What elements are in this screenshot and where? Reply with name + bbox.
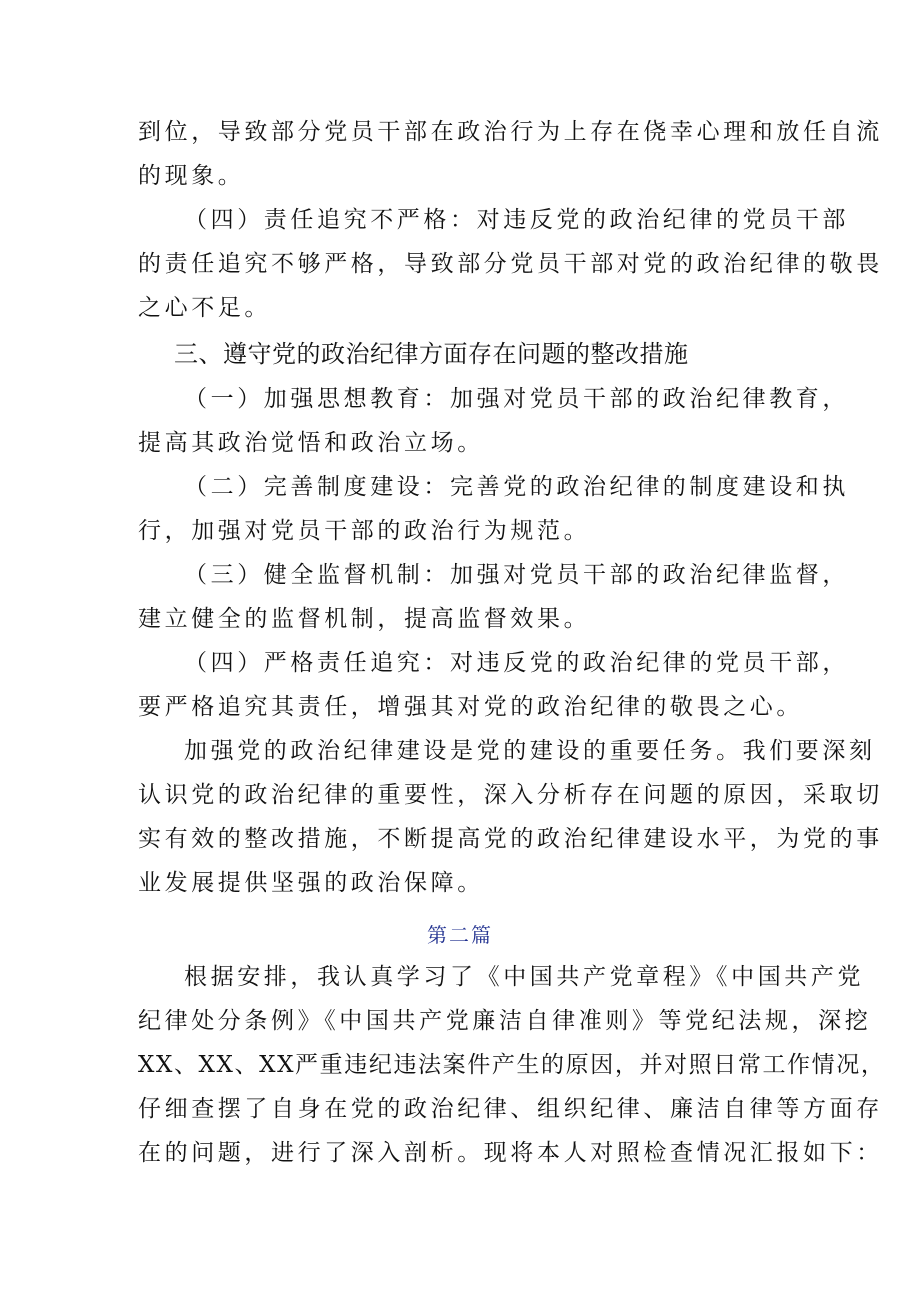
paragraph-line: XX、XX、XX严重违纪违法案件产生的原因，并对照日常工作情况， xyxy=(138,1052,886,1078)
paragraph-line: （一）加强思想教育：加强对党员干部的政治纪律教育， xyxy=(184,386,849,412)
paragraph-line: 业发展提供坚强的政治保障。 xyxy=(138,870,484,896)
paragraph-line: 在的问题，进行了深入剖析。现将本人对照检查情况汇报如下： xyxy=(138,1140,883,1166)
paragraph-line: 的现象。 xyxy=(138,163,245,189)
paragraph-line: （二）完善制度建设：完善党的政治纪律的制度建设和执 xyxy=(184,474,849,500)
paragraph-line: （四）责任追究不严格：对违反党的政治纪律的党员干部 xyxy=(184,207,849,233)
paragraph-line: 要严格追究其责任，增强其对党的政治纪律的敬畏之心。 xyxy=(138,694,803,720)
paragraph-line: 建立健全的监督机制，提高监督效果。 xyxy=(138,606,591,632)
paragraph-line: 之心不足。 xyxy=(138,295,271,321)
paragraph-line: 提高其政治觉悟和政治立场。 xyxy=(138,430,484,456)
paragraph-line: 的责任追究不够严格，导致部分党员干部对党的政治纪律的敬畏 xyxy=(138,251,883,277)
section-heading: 三、遵守党的政治纪律方面存在问题的整改措施 xyxy=(174,340,689,368)
paragraph-line: 实有效的整改措施，不断提高党的政治纪律建设水平，为党的事 xyxy=(138,826,883,852)
paragraph-line: 行，加强对党员干部的政治行为规范。 xyxy=(138,518,591,544)
paragraph-line: 加强党的政治纪律建设是党的建设的重要任务。我们要深刻 xyxy=(184,738,876,764)
paragraph-line: 到位，导致部分党员干部在政治行为上存在侥幸心理和放任自流 xyxy=(138,119,883,145)
section-title: 第二篇 xyxy=(427,923,493,947)
paragraph-line: （四）严格责任追究：对违反党的政治纪律的党员干部， xyxy=(184,650,849,676)
paragraph-line: （三）健全监督机制：加强对党员干部的政治纪律监督， xyxy=(184,562,849,588)
paragraph-line: 根据安排，我认真学习了《中国共产党章程》《中国共产党 xyxy=(184,964,865,990)
paragraph-line: 认识党的政治纪律的重要性，深入分析存在问题的原因，采取切 xyxy=(138,782,883,808)
paragraph-line: 纪律处分条例》《中国共产党廉洁自律准则》等党纪法规，深挖 xyxy=(138,1008,872,1034)
paragraph-line: 仔细查摆了自身在党的政治纪律、组织纪律、廉洁自律等方面存 xyxy=(138,1096,883,1122)
